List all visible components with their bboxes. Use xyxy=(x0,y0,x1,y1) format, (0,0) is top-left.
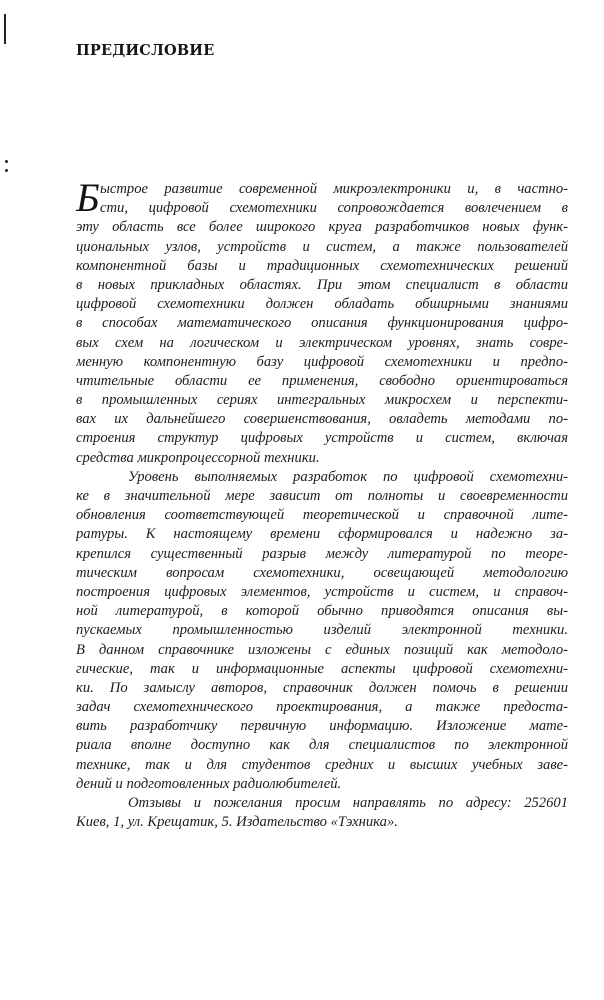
text-line: Уровень выполняемых разработок по цифровой схемотехни- xyxy=(128,468,568,485)
text-line: обновления соответствующей теоретической и справочной лите- xyxy=(76,507,568,524)
scan-edge-dots xyxy=(5,160,8,178)
text-line: ратуры. К настоящему времени сформировался и надежно за- xyxy=(76,526,568,543)
text-line: задач схемотехнического проектирования, а также предоста- xyxy=(76,699,568,716)
text-line: средства микропроцессорной техники. xyxy=(76,449,320,466)
text-line: пускаемых промышленностью изделий электронной техники. xyxy=(76,622,568,639)
text-line: циональных узлов, устройств и систем, а также пользователей xyxy=(76,238,568,255)
text-line: менную компонентную базу цифровой схемотехники и предпо- xyxy=(76,353,568,370)
text-line: сти, цифровой схемотехники сопровождается вовлечением в xyxy=(100,200,568,217)
scan-edge-mark xyxy=(4,14,6,44)
text-line: Киев, 1, ул. Крещатик, 5. Издательство «Тэхника». xyxy=(76,814,398,831)
text-line: гические, так и информационные аспекты цифровой схемотехни- xyxy=(76,660,568,677)
preface-body xyxy=(76,175,568,832)
text-line: компонентной базы и традиционных схемотехнических решений xyxy=(76,257,568,274)
drop-cap-letter: Б xyxy=(76,175,100,220)
text-line: ке в значительной мере зависит от полноты и своевременности xyxy=(76,488,568,504)
text-line: построения цифровых элементов, устройств и систем, и справоч- xyxy=(76,583,568,600)
text-line: крепился существенный разрыв между литературой по теоре- xyxy=(76,545,568,562)
text-line: эту область все более широкого круга разработчиков новых функ- xyxy=(76,219,568,236)
text-line: ки. По замыслу авторов, справочник должен помочь в решении xyxy=(76,679,568,696)
paragraph-2 xyxy=(76,468,568,794)
text-line: риала вполне доступно как для специалистов по электронной xyxy=(76,737,568,754)
page-heading: ПРЕДИСЛОВИЕ xyxy=(76,42,215,59)
text-line: в новых прикладных областях. При этом специалист в области xyxy=(76,276,568,293)
paragraph-3 xyxy=(76,794,568,832)
text-line: тическим вопросам схемотехники, освещающей методологию xyxy=(76,564,568,581)
text-line: в способах математического описания функционирования цифро- xyxy=(76,315,568,332)
text-line: В данном справочнике изложены с единых позиций как методоло- xyxy=(76,641,568,658)
text-line: технике, так и для студентов средних и высших учебных заве- xyxy=(76,756,568,773)
text-line: вых схем на логическом и электрическом уровнях, знать совре- xyxy=(76,334,568,351)
text-line: Отзывы и пожелания просим направлять по адресу: 252601 xyxy=(128,795,568,811)
text-line: цифровой схемотехники должен обладать обширными знаниями xyxy=(76,296,568,313)
text-line: вах их дальнейшего совершенствования, овладеть методами по- xyxy=(76,411,568,428)
text-line: строения структур цифровых устройств и систем, включая xyxy=(76,430,568,447)
text-line: в промышленных сериях интегральных микросхем и перспекти- xyxy=(76,392,568,409)
text-line: чтительные области ее применения, свободно ориентироваться xyxy=(76,372,568,389)
text-line: ной литературой, в которой обычно приводятся описания вы- xyxy=(76,603,568,620)
paragraph-1 xyxy=(76,175,568,468)
text-line: ыстрое развитие современной микроэлектроники и, в частно- xyxy=(100,181,568,197)
text-line: вить разработчику первичную информацию. Изложение мате- xyxy=(76,718,568,735)
text-line: дений и подготовленных радиолюбителей. xyxy=(76,775,342,792)
